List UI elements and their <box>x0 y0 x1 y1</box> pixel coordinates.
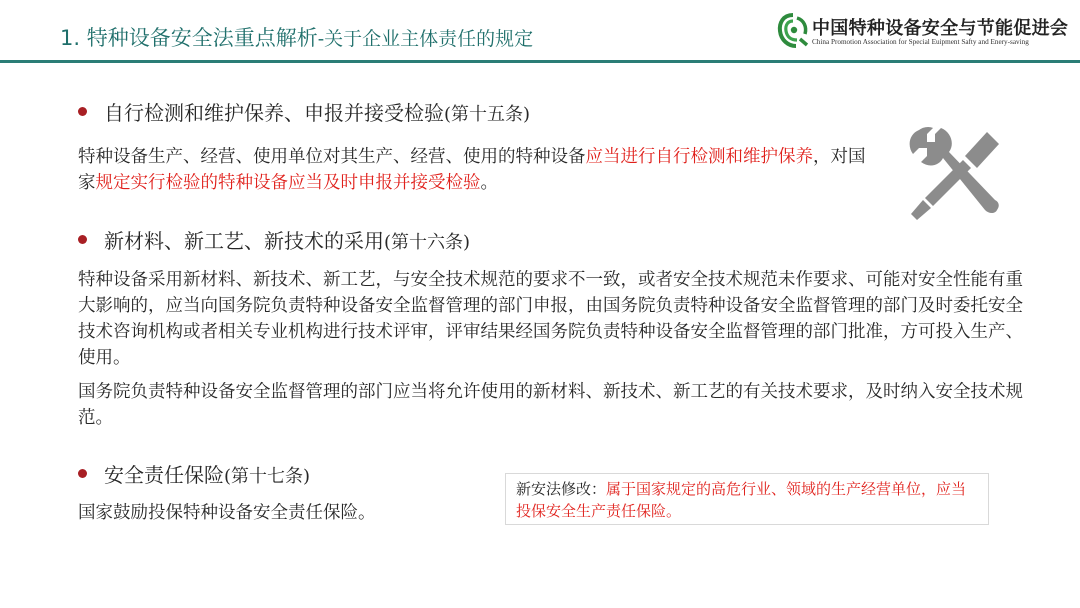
bullet-icon <box>78 469 87 478</box>
section-heading-inspection <box>104 97 530 126</box>
paragraph-text: 特种设备生产、经营、使用单位对其生产、经营、使用的特种设备 <box>78 147 586 167</box>
section-heading-text: 自行检测和维护保养、申报并接受检验 <box>104 101 444 125</box>
header-divider <box>0 60 1080 63</box>
paragraph-new-tech-2: 国务院负责特种设备安全监督管理的部门应当将允许使用的新材料、新技术、新工艺的有关技术要求，及时纳入安全技术规范。 <box>78 382 1023 428</box>
paragraph-inspection <box>78 144 878 196</box>
paragraph-text: 。 <box>480 173 498 193</box>
section-heading-text: 新材料、新工艺、新技术的采用 <box>104 229 384 253</box>
page-title <box>60 22 533 52</box>
bullet-icon <box>78 107 87 116</box>
article-number: (第十五条) <box>444 104 531 125</box>
paragraph-new-tech-1: 特种设备采用新材料、新技术、新工艺，与安全技术规范的要求不一致，或者安全技术规范未作要求、可能对安全性能有重大影响的，应当向国务院负责特种设备安全监督管理的部门申报，由国务院负责特种设备安全监督管理的部门及时委托安全技术咨询机构或者相关专业机构进行技术评审，评审结果经国务院负责特种设备安全监督管理的部门批准，方可投入生产、使用。 <box>78 270 1023 368</box>
article-number: (第十七条) <box>224 466 311 487</box>
note-label: 新安法修改： <box>516 480 607 498</box>
section-heading-insurance <box>104 459 310 488</box>
logo-name-english: China Promotion Association for Special Euipment Safty and Enery-saving <box>812 38 1029 46</box>
highlight-text: 规定实行检验的特种设备应当及时申报并接受检验 <box>95 173 481 193</box>
amendment-note-box <box>505 473 989 525</box>
section-heading-new-tech <box>104 225 470 254</box>
section-heading-text: 安全责任保险 <box>104 463 224 487</box>
note-text: 属于国家规定的高危行业、领域的生产经营单位，应当投保安全生产责任保险。 <box>516 480 967 520</box>
bullet-icon <box>78 235 87 244</box>
paragraph-insurance: 国家鼓励投保特种设备安全责任保险。 <box>78 503 376 523</box>
paragraph-text: ，对国家 <box>78 147 866 193</box>
logo-name-chinese: 中国特种设备安全与节能促进会 <box>812 18 1069 39</box>
page-title-sub: -关于企业主体责任的规定 <box>317 28 534 50</box>
wrench-screwdriver-icon <box>905 124 1003 224</box>
header <box>0 0 1080 70</box>
page-title-main: 1. 特种设备安全法重点解析 <box>60 26 318 50</box>
highlight-text: 应当进行自行检测和维护保养 <box>585 147 813 167</box>
association-logo-icon <box>776 12 810 50</box>
article-number: (第十六条) <box>384 232 471 253</box>
